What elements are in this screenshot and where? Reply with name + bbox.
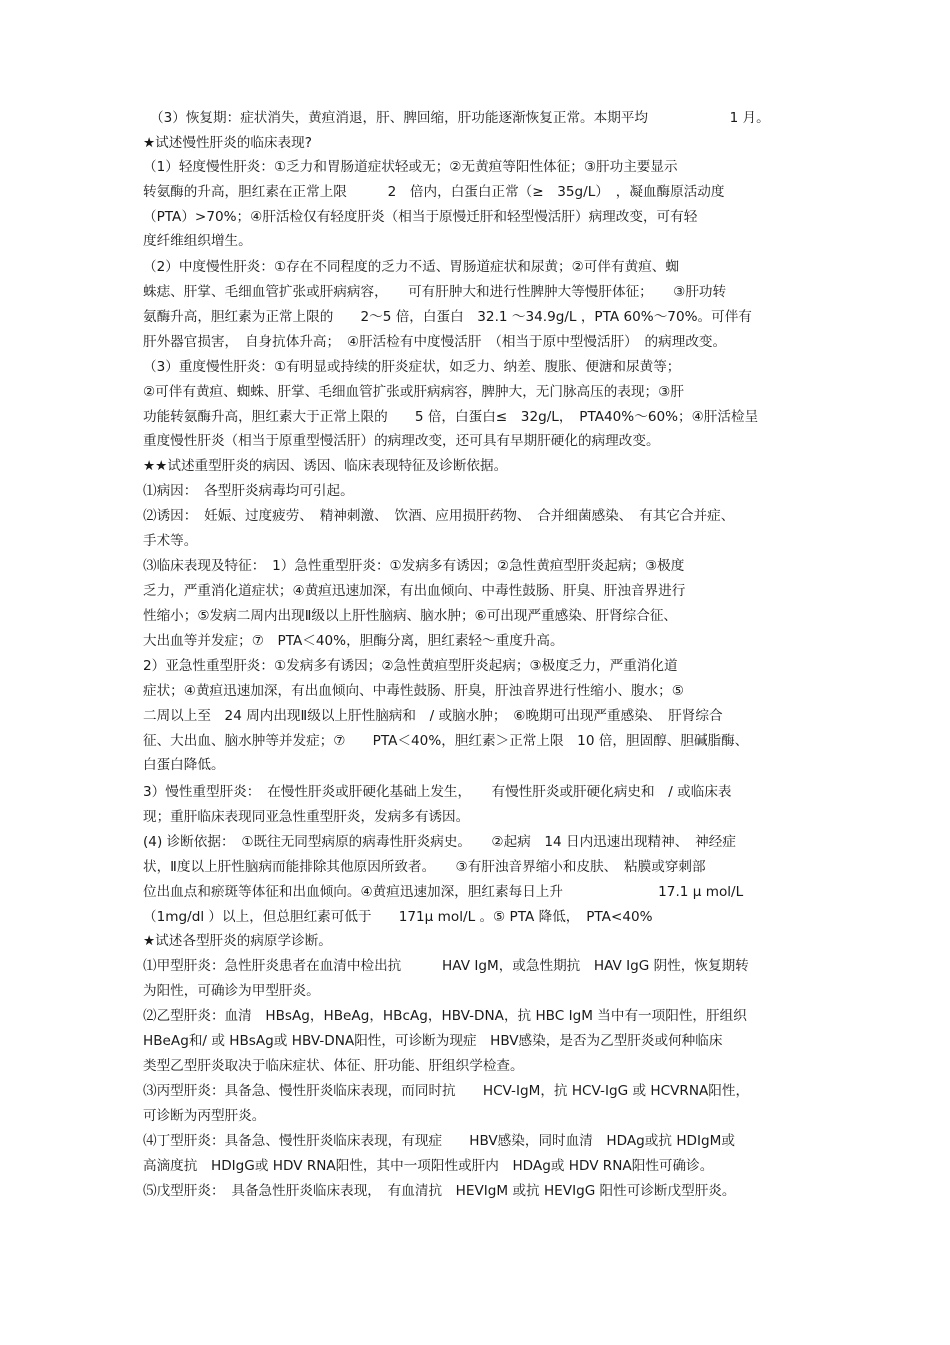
text-line: ⑴病因： 各型肝炎病毒均可引起。 — [143, 483, 354, 499]
text-line: （2）中度慢性肝炎：①存在不同程度的乏力不适、胃肠道症状和尿黄；②可伴有黄疸、蜘 — [143, 259, 679, 275]
text-line: （3）恢复期：症状消失，黄疸消退，肝、脾回缩，肝功能逐渐恢复正常。本期平均 1 月。 — [150, 110, 770, 126]
text-line: (4) 诊断依据： ①既往无同型病原的病毒性肝炎病史。 ②起病 14 日内迅速出现精神、 神经症 — [143, 834, 736, 850]
text-line: ⑵乙型肝炎：血清 HBsAg，HBeAg，HBcAg，HBV-DNA，抗 HBC IgM 当中有一项阳性，肝组织 — [143, 1008, 747, 1024]
text-line: ②可伴有黄疸、蜘蛛、肝掌、毛细血管扩张或肝病病容，脾肿大，无门脉高压的表现；③肝 — [143, 384, 684, 400]
text-line: 3）慢性重型肝炎： 在慢性肝炎或肝硬化基础上发生， 有慢性肝炎或肝硬化病史和 / 或临床表 — [143, 784, 732, 800]
text-line: 蛛痣、肝掌、毛细血管扩张或肝病病容， 可有肝肿大和进行性脾肿大等慢肝体征； ③肝功转 — [143, 284, 727, 300]
text-line: 转氨酶的升高，胆红素在正常上限 2 倍内，白蛋白正常（≥ 35g/L） ，凝血酶原活动度 — [143, 184, 725, 200]
text-line: 为阳性，可确诊为甲型肝炎。 — [143, 983, 320, 999]
text-line: 乏力，严重消化道症状；④黄疸迅速加深，有出血倾向、中毒性鼓肠、肝臭、肝浊音界进行 — [143, 583, 686, 599]
text-line: 征、大出血、脑水肿等并发症；⑦ PTA＜40%，胆红素＞正常上限 10 倍，胆固醇、胆碱脂酶、 — [143, 733, 749, 749]
text-line: 手术等。 — [143, 533, 198, 549]
section-heading: ★试述各型肝炎的病原学诊断。 — [143, 933, 332, 949]
text-line: 度纤维组织增生。 — [143, 233, 252, 249]
text-line: 类型乙型肝炎取决于临床症状、体征、肝功能、肝组织学检查。 — [143, 1058, 524, 1074]
text-line: （1）轻度慢性肝炎：①乏力和胃肠道症状轻或无；②无黄疸等阳性体征；③肝功主要显示 — [143, 159, 678, 175]
text-line: 性缩小；⑤发病二周内出现Ⅱ级以上肝性脑病、脑水肿；⑥可出现严重感染、肝肾综合征、 — [143, 608, 678, 624]
text-line: 高滴度抗 HDIgG或 HDV RNA阳性，其中一项阳性或肝内 HDAg或 HDV RNA阳性可确诊。 — [143, 1158, 714, 1174]
text-line: 二周以上至 24 周内出现Ⅱ级以上肝性脑病和 / 或脑水肿； ⑥晚期可出现严重感染、 肝肾综合 — [143, 708, 723, 724]
text-line: ⑶丙型肝炎：具备急、慢性肝炎临床表现，而同时抗 HCV-IgM，抗 HCV-IgG 或 HCVRNA阳性， — [143, 1083, 750, 1099]
text-line: 状，Ⅱ度以上肝性脑病而能排除其他原因所致者。 ③有肝浊音界缩小和皮肤、 粘膜或穿刺部 — [143, 859, 706, 875]
text-line: HBeAg和/ 或 HBsAg或 HBV-DNA阳性，可诊断为现症 HBV感染，是否为乙型肝炎或何种临床 — [143, 1033, 723, 1049]
text-line: （3）重度慢性肝炎：①有明显或持续的肝炎症状，如乏力、纳差、腹胀、便溏和尿黄等； — [143, 359, 681, 375]
text-line: ⑶临床表现及特征： 1）急性重型肝炎：①发病多有诱因；②急性黄疸型肝炎起病；③极度 — [143, 558, 685, 574]
text-line: 肝外器官损害， 自身抗体升高； ④肝活检有中度慢活肝 （相当于原中型慢活肝） 的病理改变。 — [143, 334, 727, 350]
section-heading: ★★试述重型肝炎的病因、诱因、临床表现特征及诊断依据。 — [143, 458, 508, 474]
text-line: （1mg/dl ）以上，但总胆红素可低于 171μ mol/L 。⑤ PTA 降低， PTA<40% — [143, 909, 653, 925]
text-line: ⑸戊型肝炎： 具备急性肝炎临床表现， 有血清抗 HEVIgM 或抗 HEVIgG 阳性可诊断戊型肝炎。 — [143, 1183, 736, 1199]
text-line: 重度慢性肝炎（相当于原重型慢活肝）的病理改变，还可具有早期肝硬化的病理改变。 — [143, 433, 660, 449]
text-line: ⑴甲型肝炎：急性肝炎患者在血清中检出抗 HAV IgM，或急性期抗 HAV IgG 阴性，恢复期转 — [143, 958, 749, 974]
text-line: ⑷丁型肝炎：具备急、慢性肝炎临床表现，有现症 HBV感染，同时血清 HDAg或抗 HDIgM或 — [143, 1133, 735, 1149]
text-line: 可诊断为丙型肝炎。 — [143, 1108, 266, 1124]
text-line: 白蛋白降低。 — [143, 757, 225, 773]
text-line: （PTA）>70%；④肝活检仅有轻度肝炎（相当于原慢迁肝和轻型慢活肝）病理改变，可有轻 — [143, 209, 698, 225]
text-line: 大出血等并发症；⑦ PTA＜40%，胆酶分离，胆红素轻～重度升高。 — [143, 633, 564, 649]
text-line: 功能转氨酶升高，胆红素大于正常上限的 5 倍，白蛋白≤ 32g/L， PTA40%～60%；④肝活检呈 — [143, 409, 759, 425]
text-line: 氨酶升高，胆红素为正常上限的 2～5 倍，白蛋白 32.1 ～34.9g/L ，PTA 60%～70%。可伴有 — [143, 309, 752, 325]
text-line: 现；重肝临床表现同亚急性重型肝炎，发病多有诱因。 — [143, 809, 470, 825]
text-line: 位出血点和瘀斑等体征和出血倾向。④黄疸迅速加深，胆红素每日上升 17.1 μ mol/L — [143, 884, 744, 900]
section-heading: ★试述慢性肝炎的临床表现? — [143, 135, 312, 151]
text-line: 症状；④黄疸迅速加深，有出血倾向、中毒性鼓肠、肝臭，肝浊音界进行性缩小、腹水；⑤ — [143, 683, 684, 699]
text-line: ⑵诱因： 妊娠、过度疲劳、 精神刺激、 饮酒、应用损肝药物、 合并细菌感染、 有其它合并症、 — [143, 508, 735, 524]
text-line: 2）亚急性重型肝炎：①发病多有诱因；②急性黄疸型肝炎起病；③极度乏力，严重消化道 — [143, 658, 678, 674]
